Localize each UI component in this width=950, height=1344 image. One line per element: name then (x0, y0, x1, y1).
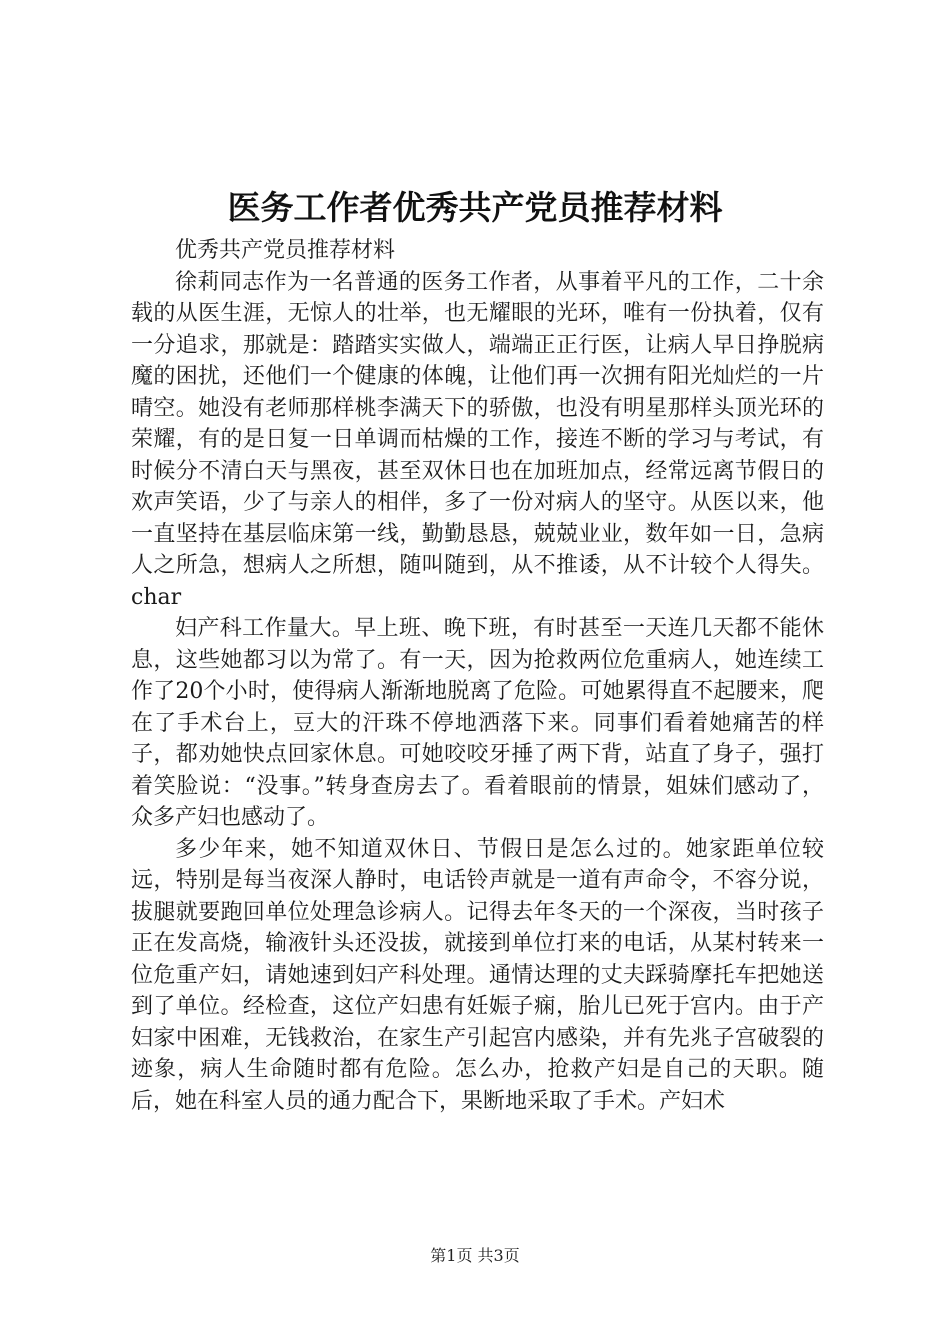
subtitle-paragraph: 优秀共产党员推荐材料 (175, 238, 396, 263)
document-title: 医务工作者优秀共产党员推荐材料 (227, 188, 723, 227)
paragraph-3: 多少年来，她不知道双休日、节假日是怎么过的。她家距单位较远，特别是每当夜深人静时，电话铃声就是一道有声命令，不容分说，拔腿就要跑回单位处理急诊病人。记得去年冬天的一个深夜，当时孩子正在发高烧，输液针头还没拔，就接到单位打来的电话，从某村转来一位危重产妇，请她速到妇产科处理。通情达理的丈夫踩骑摩托车把她送到了单位。经检查，这位产妇患有妊娠子痫，胎儿已死于宫内。由于产妇家中困难，无钱救治，在家生产引起宫内感染，并有先兆子宫破裂的迹象，病人生命随时都有危险。怎么办，抢救产妇是自己的天职。随后，她在科室人员的通力配合下，果断地采取了手术。产妇术 (131, 836, 824, 1114)
document-body (131, 235, 824, 1117)
paragraph-2: 妇产科工作量大。早上班、晚下班，有时甚至一天连几天都不能休息，这些她都习以为常了。有一天，因为抢救两位危重病人，她连续工作了20个小时，使得病人渐渐地脱离了危险。可她累得直不起腰来，爬在了手术台上，豆大的汗珠不停地洒落下来。同事们看着她痛苦的样子，都劝她快点回家休息。可她咬咬牙捶了两下背，站直了身子，强打着笑脸说：“没事。”转身查房去了。看着眼前的情景，姐妹们感动了，众多产妇也感动了。 (131, 616, 824, 830)
page-footer: 第1页 共3页 (430, 1246, 520, 1265)
paragraph-1: 徐莉同志作为一名普通的医务工作者，从事着平凡的工作，二十余载的从医生涯，无惊人的壮举，也无耀眼的光环，唯有一份执着，仅有一分追求，那就是：踏踏实实做人，端端正正行医，让病人早日挣脱病魔的困扰，还他们一个健康的体魄，让他们再一次拥有阳光灿烂的一片晴空。她没有老师那样桃李满天下的骄傲，也没有明星那样头顶光环的荣耀，有的是日复一日单调而枯燥的工作，接连不断的学习与考试，有时候分不清白天与黑夜，甚至双休日也在加班加点，经常远离节假日的欢声笑语，少了与亲人的相伴，多了一份对病人的坚守。从医以来，他一直坚持在基层临床第一线，勤勤恳恳，兢兢业业，数年如一日，急病人之所急，想病人之所想，随叫随到，从不推诿，从不计较个人得失。char (131, 269, 824, 610)
